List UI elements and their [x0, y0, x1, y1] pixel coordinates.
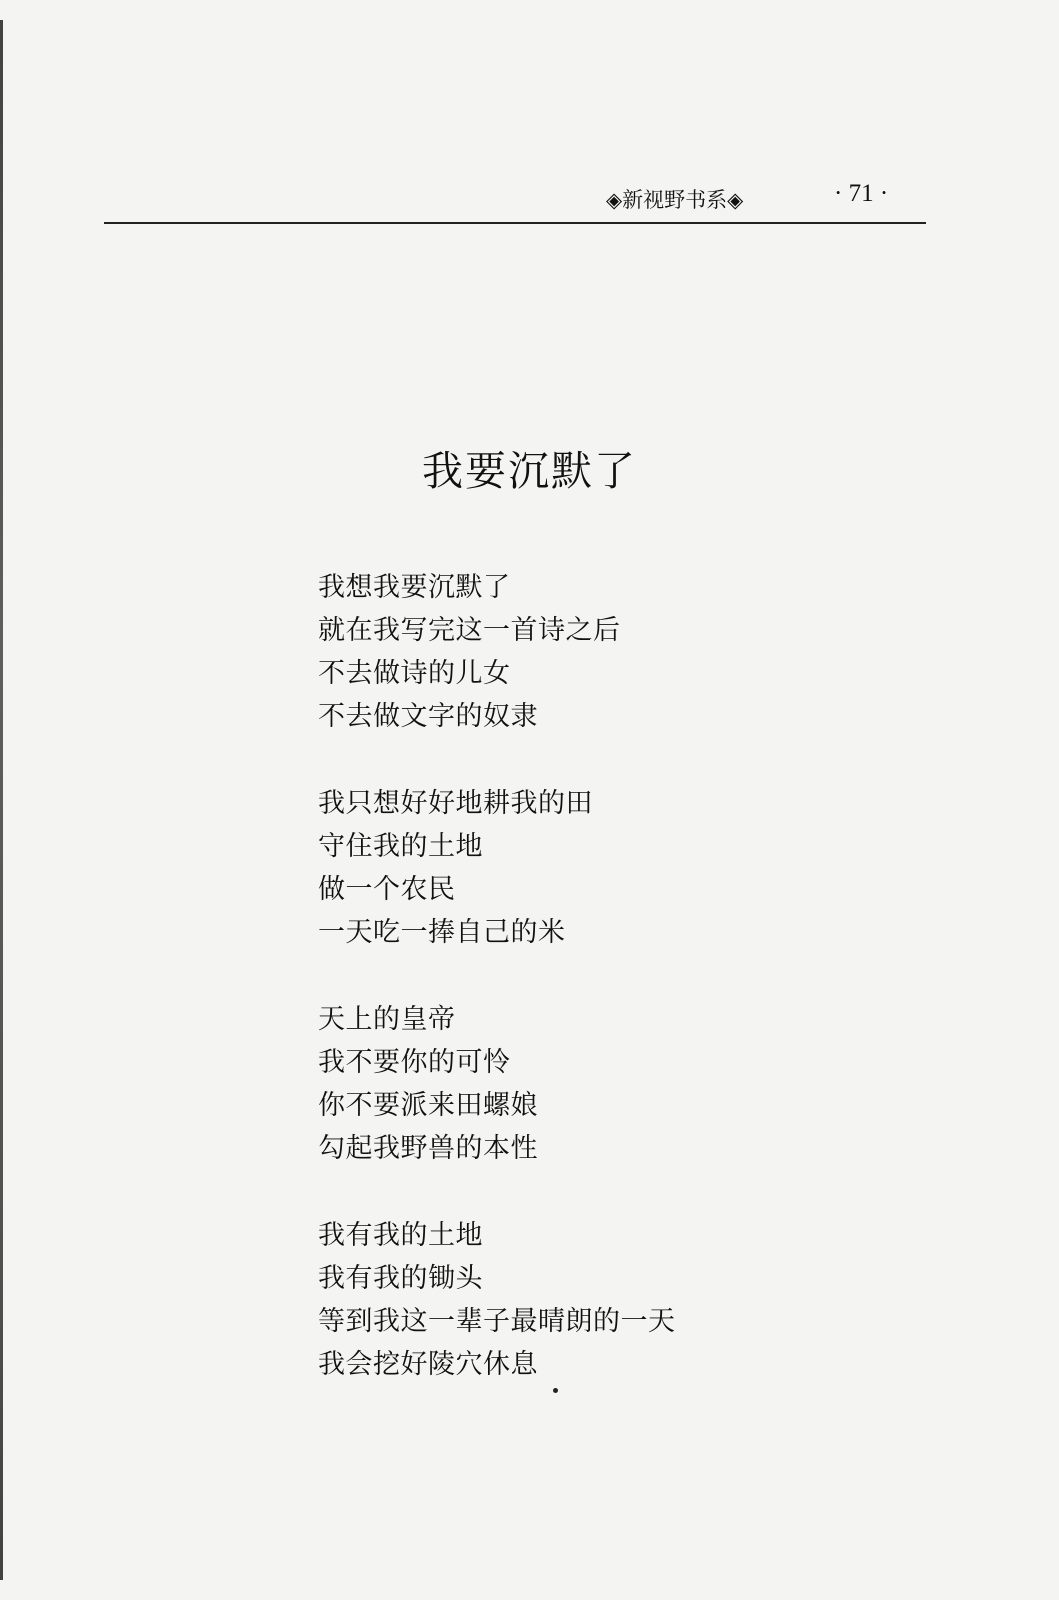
stanza-4 — [318, 1214, 878, 1386]
series-name: ◈新视野书系◈ — [606, 188, 744, 212]
running-header — [0, 176, 1059, 216]
page-binding-edge — [0, 20, 3, 1580]
poem-body — [318, 566, 878, 1430]
poem-line: 我只想好好地耕我的田 — [318, 788, 593, 819]
poem-line: 就在我写完这一首诗之后 — [318, 615, 621, 646]
page-number: · 71 · — [834, 180, 889, 207]
poem-line: 守住我的土地 — [318, 831, 483, 862]
poem-line: 我有我的土地 — [318, 1220, 483, 1251]
stanza-1 — [318, 566, 878, 738]
poem-line: 不去做诗的儿女 — [318, 658, 511, 689]
poem-line: 做一个农民 — [318, 874, 456, 905]
poem-line: 不去做文字的奴隶 — [318, 701, 538, 732]
poem-line: 我想我要沉默了 — [318, 572, 511, 603]
poem-title: 我要沉默了 — [422, 447, 637, 495]
stanza-2 — [318, 782, 878, 954]
poem-line: 一天吃一捧自己的米 — [318, 917, 566, 948]
header-rule — [104, 222, 926, 224]
poem-line: 我不要你的可怜 — [318, 1047, 511, 1078]
ink-speck — [553, 1388, 558, 1393]
poem-line: 我有我的锄头 — [318, 1263, 483, 1294]
poem-line: 等到我这一辈子最晴朗的一天 — [318, 1306, 676, 1337]
poem-line: 我会挖好陵穴休息 — [318, 1349, 538, 1380]
poem-line: 勾起我野兽的本性 — [318, 1133, 538, 1164]
stanza-3 — [318, 998, 878, 1170]
poem-line: 天上的皇帝 — [318, 1004, 456, 1035]
poem-line: 你不要派来田螺娘 — [318, 1090, 538, 1121]
